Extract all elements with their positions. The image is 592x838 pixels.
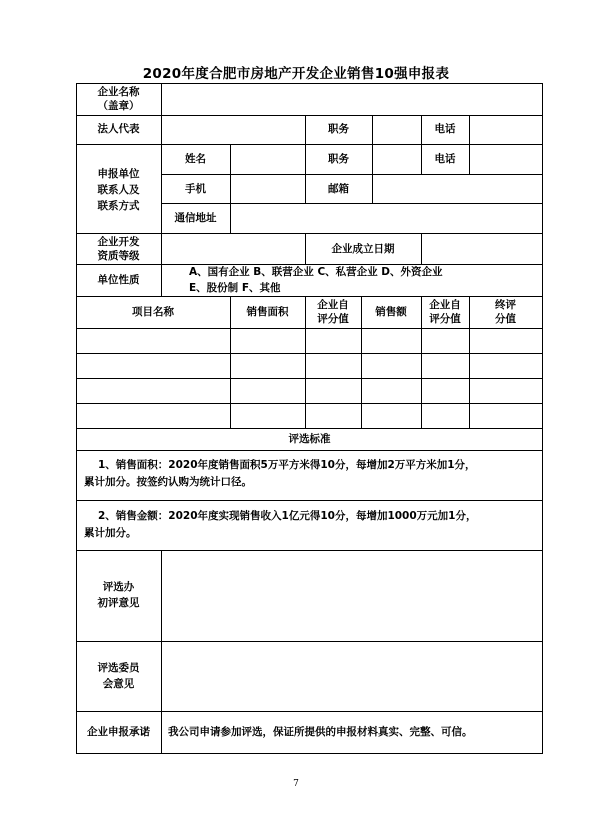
company-nature-label: 单位性质 xyxy=(97,274,140,286)
project-cell[interactable] xyxy=(308,384,358,400)
project-cell[interactable] xyxy=(424,384,466,400)
sales-amount-header: 销售额 xyxy=(375,306,407,318)
legal-rep-position-field[interactable] xyxy=(375,122,418,138)
commitment-text: 我公司申请参加评选，保证所提供的申报材料真实、完整、可信。 xyxy=(168,726,473,738)
self-score-amount-header-line1: 企业自 xyxy=(429,299,461,311)
position-label: 职务 xyxy=(328,123,349,135)
phone-label: 电话 xyxy=(434,123,456,135)
office-opinion-label-line2: 初评意见 xyxy=(97,597,140,609)
email-field[interactable] xyxy=(375,182,539,198)
project-cell[interactable] xyxy=(472,334,539,350)
committee-opinion-label-line2: 会意见 xyxy=(102,678,135,690)
table-border-right xyxy=(542,83,543,754)
project-cell[interactable] xyxy=(364,384,418,400)
self-score-amount-header-line2: 评分值 xyxy=(429,313,461,325)
project-cell[interactable] xyxy=(424,409,466,425)
legal-rep-phone-field[interactable] xyxy=(472,122,539,138)
criteria-item-1-line1: 1、销售面积：2020年度销售面积5万平方米得10分，每增加2万平方米加1分， xyxy=(98,459,476,471)
final-score-header-line2: 分值 xyxy=(495,313,516,325)
project-cell[interactable] xyxy=(308,409,358,425)
address-field[interactable] xyxy=(233,211,539,227)
contact-phone-label: 电话 xyxy=(434,153,456,165)
project-cell[interactable] xyxy=(79,409,227,425)
project-cell[interactable] xyxy=(233,409,302,425)
established-date-field[interactable] xyxy=(424,242,539,258)
commitment-label: 企业申报承诺 xyxy=(87,726,150,738)
legal-rep-label: 法人代表 xyxy=(97,123,140,135)
company-nature-options-line1: A、国有企业 B、联营企业 C、私营企业 D、外资企业 xyxy=(189,266,443,278)
qualification-label-line2: 资质等级 xyxy=(97,250,140,262)
criteria-item-2-line2: 累计加分。 xyxy=(84,527,137,539)
office-opinion-label-line1: 评选办 xyxy=(102,581,135,593)
qualification-label-line1: 企业开发 xyxy=(97,236,140,248)
table-border-top xyxy=(76,83,543,84)
email-label: 邮箱 xyxy=(328,183,349,195)
project-cell[interactable] xyxy=(364,409,418,425)
contact-position-field[interactable] xyxy=(375,152,418,168)
project-cell[interactable] xyxy=(472,384,539,400)
sales-area-header: 销售面积 xyxy=(246,306,289,318)
project-cell[interactable] xyxy=(424,334,466,350)
page-number: 7 xyxy=(293,779,299,789)
project-cell[interactable] xyxy=(233,384,302,400)
mobile-field[interactable] xyxy=(233,182,302,198)
project-cell[interactable] xyxy=(308,334,358,350)
criteria-item-1 xyxy=(84,457,539,491)
established-date-label: 企业成立日期 xyxy=(331,243,395,255)
project-cell[interactable] xyxy=(472,409,539,425)
office-opinion-field[interactable] xyxy=(164,553,539,638)
table-border-bottom xyxy=(76,753,543,754)
legal-rep-field[interactable] xyxy=(164,122,302,138)
project-cell[interactable] xyxy=(79,384,227,400)
final-score-header-line1: 终评 xyxy=(495,299,516,311)
seal-note-label: （盖章） xyxy=(97,100,140,112)
company-nature-options-line2: E、股份制 F、其他 xyxy=(189,282,281,294)
criteria-item-2-line1: 2、销售金额：2020年度实现销售收入1亿元得10分，每增加1000万元加1分， xyxy=(98,510,477,522)
contact-position-label: 职务 xyxy=(328,153,349,165)
company-name-field[interactable] xyxy=(164,92,539,108)
committee-opinion-label-line1: 评选委员 xyxy=(97,662,140,674)
criteria-item-1-line2: 累计加分。按签约认购为统计口径。 xyxy=(84,476,252,488)
contact-label-line2: 联系人及 xyxy=(97,184,140,196)
committee-opinion-field[interactable] xyxy=(164,644,539,708)
company-name-label: 企业名称 xyxy=(97,86,140,98)
self-score-area-header-line2: 评分值 xyxy=(317,313,349,325)
project-cell[interactable] xyxy=(364,334,418,350)
project-cell[interactable] xyxy=(364,359,418,375)
project-name-header: 项目名称 xyxy=(132,306,174,318)
address-label: 通信地址 xyxy=(174,212,217,224)
contact-label-line1: 申报单位 xyxy=(97,168,140,180)
mobile-label: 手机 xyxy=(185,183,206,195)
project-cell[interactable] xyxy=(79,359,227,375)
contact-label-line3: 联系方式 xyxy=(97,200,140,212)
application-form-table xyxy=(76,83,543,754)
self-score-area-header-line1: 企业自 xyxy=(317,299,349,311)
qualification-field[interactable] xyxy=(164,242,302,258)
page-title: 2020年度合肥市房地产开发企业销售10强申报表 xyxy=(142,66,450,82)
project-cell[interactable] xyxy=(233,334,302,350)
project-cell[interactable] xyxy=(79,334,227,350)
contact-name-field[interactable] xyxy=(233,152,302,168)
project-cell[interactable] xyxy=(472,359,539,375)
criteria-item-2 xyxy=(84,508,539,542)
project-cell[interactable] xyxy=(424,359,466,375)
project-cell[interactable] xyxy=(308,359,358,375)
criteria-heading: 评选标准 xyxy=(288,433,331,445)
contact-phone-field[interactable] xyxy=(472,152,539,168)
contact-name-label: 姓名 xyxy=(185,153,206,165)
project-cell[interactable] xyxy=(233,359,302,375)
